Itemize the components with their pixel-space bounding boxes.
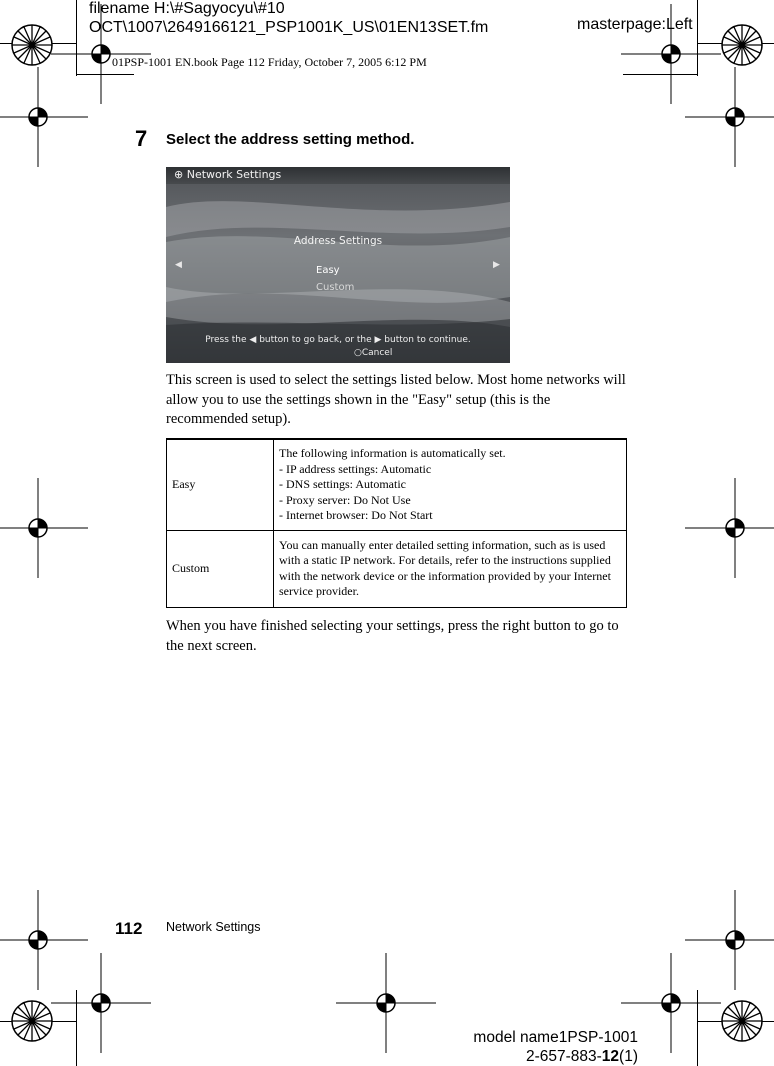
circle-button-icon: ○ (354, 348, 362, 358)
intro-paragraph: This screen is used to select the settings listed below. Most home networks will allow you to use the settings shown in the "Easy" setup (this is the recommended setup). (166, 372, 626, 427)
psp-title: ⊕ Network Settings (174, 168, 282, 181)
network-icon: ⊕ (174, 168, 184, 181)
step-title: Select the address setting method. (166, 131, 415, 148)
step-number: 7 (135, 126, 148, 151)
psp-screenshot (166, 167, 510, 363)
psp-heading: Address Settings (293, 235, 383, 247)
right-arrow-icon: ▶ (493, 260, 500, 270)
model-name: model name1PSP-1001 (473, 1029, 638, 1046)
settings-table (166, 438, 627, 608)
row-label-custom: Custom (167, 530, 274, 607)
row-label-easy: Easy (167, 439, 274, 530)
option-easy[interactable]: Easy (316, 265, 340, 276)
table-row (167, 439, 627, 530)
psp-hint: Press the ◀ button to go back, or the ▶ button to continue. (205, 335, 471, 345)
psp-cancel[interactable]: ○Cancel (354, 348, 393, 358)
desc-line: - IP address settings: Automatic (279, 461, 432, 476)
model-number: 2-657-883-12(1) (525, 1048, 638, 1065)
filename-line-1: filename H:\#Sagyocyu\#10 (89, 0, 285, 17)
desc-line: - Proxy server: Do Not Use (279, 492, 411, 507)
book-info: 01PSP-1001 EN.book Page 112 Friday, October 7, 2005 6:12 PM (112, 55, 427, 69)
table-row (167, 530, 627, 607)
masterpage-label: masterpage:Left (577, 16, 693, 33)
desc-line: - Internet browser: Do Not Start (279, 508, 433, 522)
page-number: 112 (115, 919, 143, 938)
filename-line-2: OCT\1007\2649166121_PSP1001K_US\01EN13SET.fm (89, 19, 489, 36)
option-custom[interactable]: Custom (316, 282, 355, 293)
left-arrow-icon: ◀ (175, 260, 182, 270)
row-desc-easy (274, 439, 627, 530)
row-desc-custom: You can manually enter detailed setting information, such as is used with a static IP network. For details, refer to the instructions supplied with the network device or the information provided by your Internet service provider. (274, 530, 627, 607)
outro-paragraph: When you have finished selecting your settings, press the right button to go to the next screen. (166, 618, 619, 654)
desc-line: The following information is automatically set. (279, 446, 506, 460)
desc-line: - DNS settings: Automatic (279, 477, 406, 491)
section-name: Network Settings (166, 920, 261, 934)
